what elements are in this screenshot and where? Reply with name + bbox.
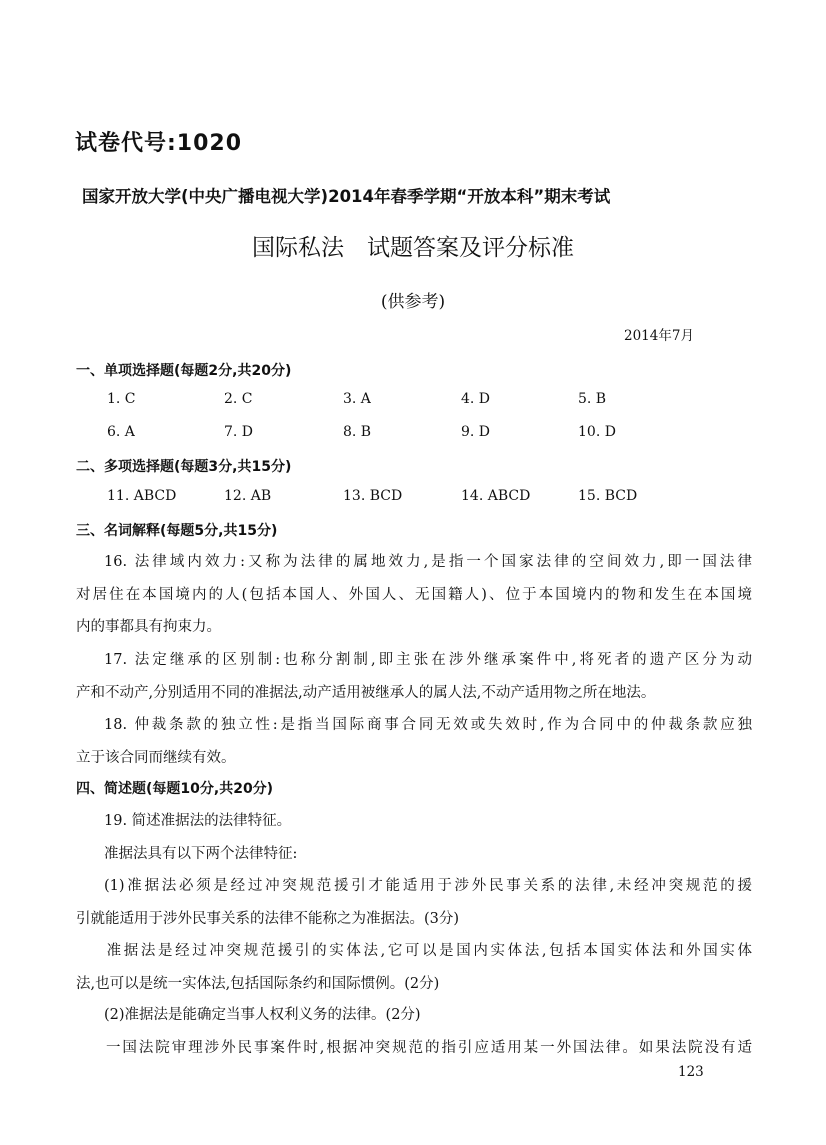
document-title: 国际私法 试题答案及评分标准 [252,235,574,261]
definition-17-line-1: 17. 法定继承的区别制:也称分割制,即主张在涉外继承案件中,将死者的遗产区分为动 [104,652,752,668]
definition-16-line-1: 16. 法律域内效力:又称为法律的属地效力,是指一个国家法律的空间效力,即一国法律 [104,554,752,570]
question-19 [76,805,752,838]
answer-19-point-2-detail [76,1032,752,1065]
section-3-heading: 三、名词解释(每题5分,共15分) [76,523,278,539]
answer-2: 2. C [224,391,253,407]
answer-14: 14. ABCD [461,488,531,504]
answer-19-point-1 [76,870,752,935]
definition-16-line-3: 内的事都具有拘束力。 [76,619,221,635]
answer-6: 6. A [107,424,135,440]
definition-18-line-2: 立于该合同而继续有效。 [76,749,236,766]
definition-17 [76,644,752,709]
definition-16-line-2: 对居住在本国境内的人(包括本国人、外国人、无国籍人)、位于本国境内的物和发生在本国境 [76,586,752,603]
section-1-heading: 一、单项选择题(每题2分,共20分) [76,363,292,379]
page-number: 123 [678,1064,704,1080]
answer-9: 9. D [461,424,491,440]
section-4-heading: 四、简述题(每题10分,共20分) [76,781,274,797]
answer-19-detail-line-2: 法,也可以是统一实体法,包括国际条约和国际惯例。(2分) [76,975,440,992]
answer-7: 7. D [224,424,254,440]
answer-1: 1. C [107,391,136,407]
answer-15: 15. BCD [578,488,638,504]
answer-19-point-1-detail [76,935,752,1000]
answer-10: 10. D [578,424,616,440]
answer-19-intro [76,838,752,871]
answer-19-point-1-line-1: (1)准据法必须是经过冲突规范援引才能适用于涉外民事关系的法律,未经冲突规范的援 [104,878,752,894]
answer-19-point-2-detail-text: 一国法院审理涉外民事案件时,根据冲突规范的指引应适用某一外国法律。如果法院没有适 [104,1040,752,1056]
answer-19-detail-line-1: 准据法是经过冲突规范援引的实体法,它可以是国内实体法,包括本国实体法和外国实体 [104,943,752,959]
answer-5: 5. B [578,391,607,407]
section-2-heading: 二、多项选择题(每题3分,共15分) [76,459,292,475]
definition-17-line-2: 产和不动产,分别适用不同的准据法,动产适用被继承人的属人法,不动产适用物之所在地法。 [76,684,656,701]
definition-18 [76,709,752,774]
answer-19-point-2 [76,999,752,1032]
answer-19-point-1-line-2: 引就能适用于涉外民事关系的法律不能称之为准据法。(3分) [76,910,460,927]
answer-11: 11. ABCD [107,488,177,504]
exam-title: 国家开放大学(中央广播电视大学)2014年春季学期“开放本科”期末考试 [82,187,611,206]
answer-13: 13. BCD [343,488,403,504]
definition-16 [76,546,752,644]
answer-19-point-2-text: (2)准据法是能确定当事人权利义务的法律。(2分) [104,1007,421,1023]
answer-19-intro-text: 准据法具有以下两个法律特征: [104,846,298,862]
question-19-text: 19. 简述准据法的法律特征。 [104,813,292,829]
answer-4: 4. D [461,391,491,407]
reference-note: (供参考) [380,292,446,312]
document-date: 2014年7月 [624,328,694,344]
definition-18-line-1: 18. 仲裁条款的独立性:是指当国际商事合同无效或失效时,作为合同中的仲裁条款应独 [104,717,752,733]
answer-3: 3. A [343,391,371,407]
paper-code: 试卷代号:1020 [75,131,243,156]
answer-8: 8. B [343,424,372,440]
answer-12: 12. AB [224,488,272,504]
